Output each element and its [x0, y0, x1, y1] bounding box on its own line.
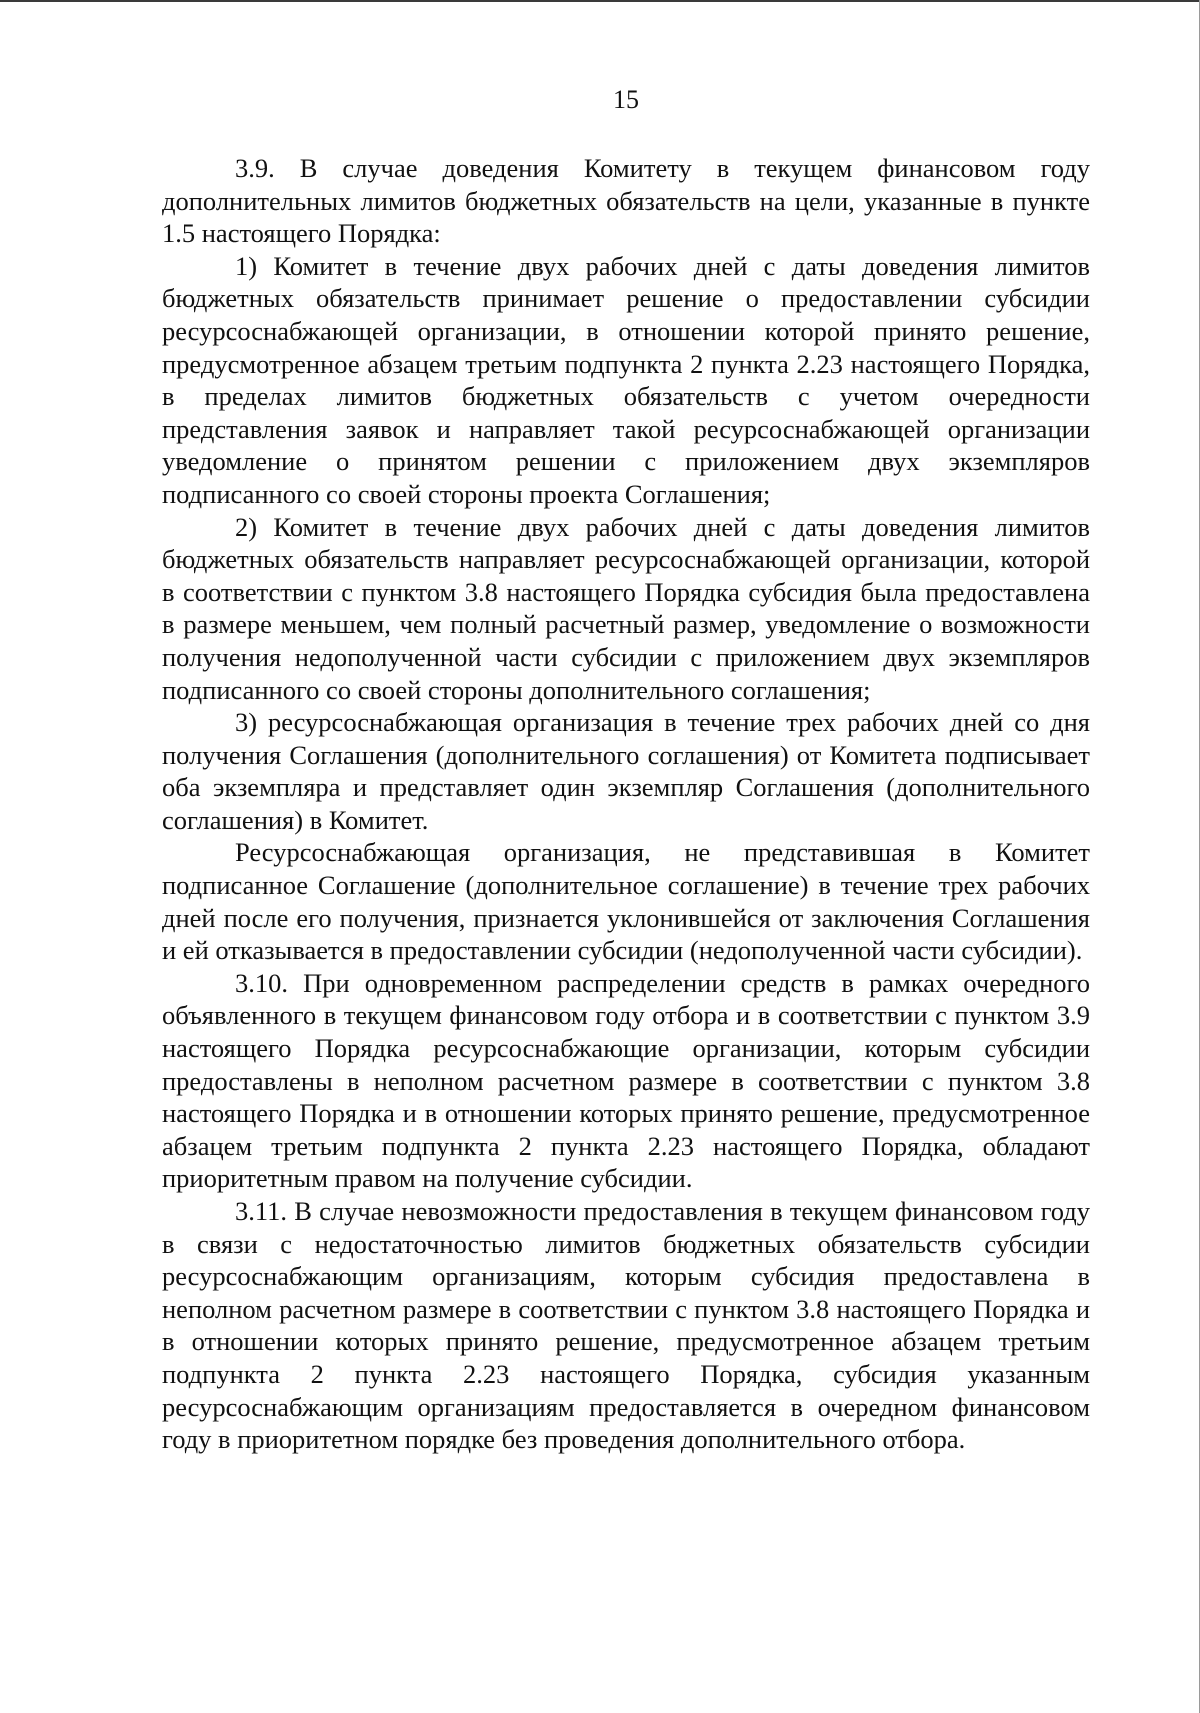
- paragraph-3-11: 3.11. В случае невозможности предоставления в текущем финансовом году в связи с недостаточностью лимитов бюджетных обязательств субсидии ресурсоснабжающим организациям, которым субсидия предоставлена в неполном расчетном размере в соответствии с пунктом 3.8 настоящего Порядка и в отношении которых принято решение, предусмотренное абзацем третьим подпункта 2 пункта 2.23 настоящего Порядка, субсидия указанным ресурсоснабжающим организациям предоставляется в очередном финансовом году в приоритетном порядке без проведения дополнительного отбора.: [162, 1196, 1090, 1455]
- scan-edge-top: [0, 0, 1200, 2]
- paragraph-3-9-item-2: 2) Комитет в течение двух рабочих дней с даты доведения лимитов бюджетных обязательств направляет ресурсоснабжающей организации, которой в соответствии с пунктом 3.8 настоящего Порядка субсидия была предоставлена в размере меньшем, чем полный расчетный размер, уведомление о возможности получения недополученной части субсидии с приложением двух экземпляров подписанного со своей стороны дополнительного соглашения;: [162, 511, 1090, 705]
- document-page: [162, 84, 1090, 1456]
- paragraph-3-10: 3.10. При одновременном распределении средств в рамках очередного объявленного в текущем финансовом году отбора и в соответствии с пунктом 3.9 настоящего Порядка ресурсоснабжающие организации, которым субсидии предоставлены в неполном расчетном размере в соответствии с пунктом 3.8 настоящего Порядка и в отношении которых принято решение, предусмотренное абзацем третьим подпункта 2 пункта 2.23 настоящего Порядка, обладают приоритетным правом на получение субсидии.: [162, 967, 1090, 1194]
- paragraph-evasion-rule: Ресурсоснабжающая организация, не представившая в Комитет подписанное Соглашение (дополнительное соглашение) в течение трех рабочих дней после его получения, признается уклонившейся от заключения Соглашения и ей отказывается в предоставлении субсидии (недополученной части субсидии).: [162, 837, 1090, 966]
- page-number: 15: [613, 85, 639, 114]
- paragraph-3-9: 3.9. В случае доведения Комитету в текущем финансовом году дополнительных лимитов бюджетных обязательств на цели, указанные в пункте 1.5 настоящего Порядка:: [162, 153, 1090, 249]
- paragraph-3-9-item-1: 1) Комитет в течение двух рабочих дней с даты доведения лимитов бюджетных обязательств принимает решение о предоставлении субсидии ресурсоснабжающей организации, в отношении которой принято решение, предусмотренное абзацем третьим подпункта 2 пункта 2.23 настоящего Порядка, в пределах лимитов бюджетных обязательств с учетом очередности представления заявок и направляет такой ресурсоснабжающей организации уведомление о принятом решении с приложением двух экземпляров подписанного со своей стороны проекта Соглашения;: [162, 250, 1090, 509]
- paragraph-3-9-item-3: 3) ресурсоснабжающая организация в течение трех рабочих дней со дня получения Соглашения (дополнительного соглашения) от Комитета подписывает оба экземпляра и представляет один экземпляр Соглашения (дополнительного соглашения) в Комитет.: [162, 707, 1090, 835]
